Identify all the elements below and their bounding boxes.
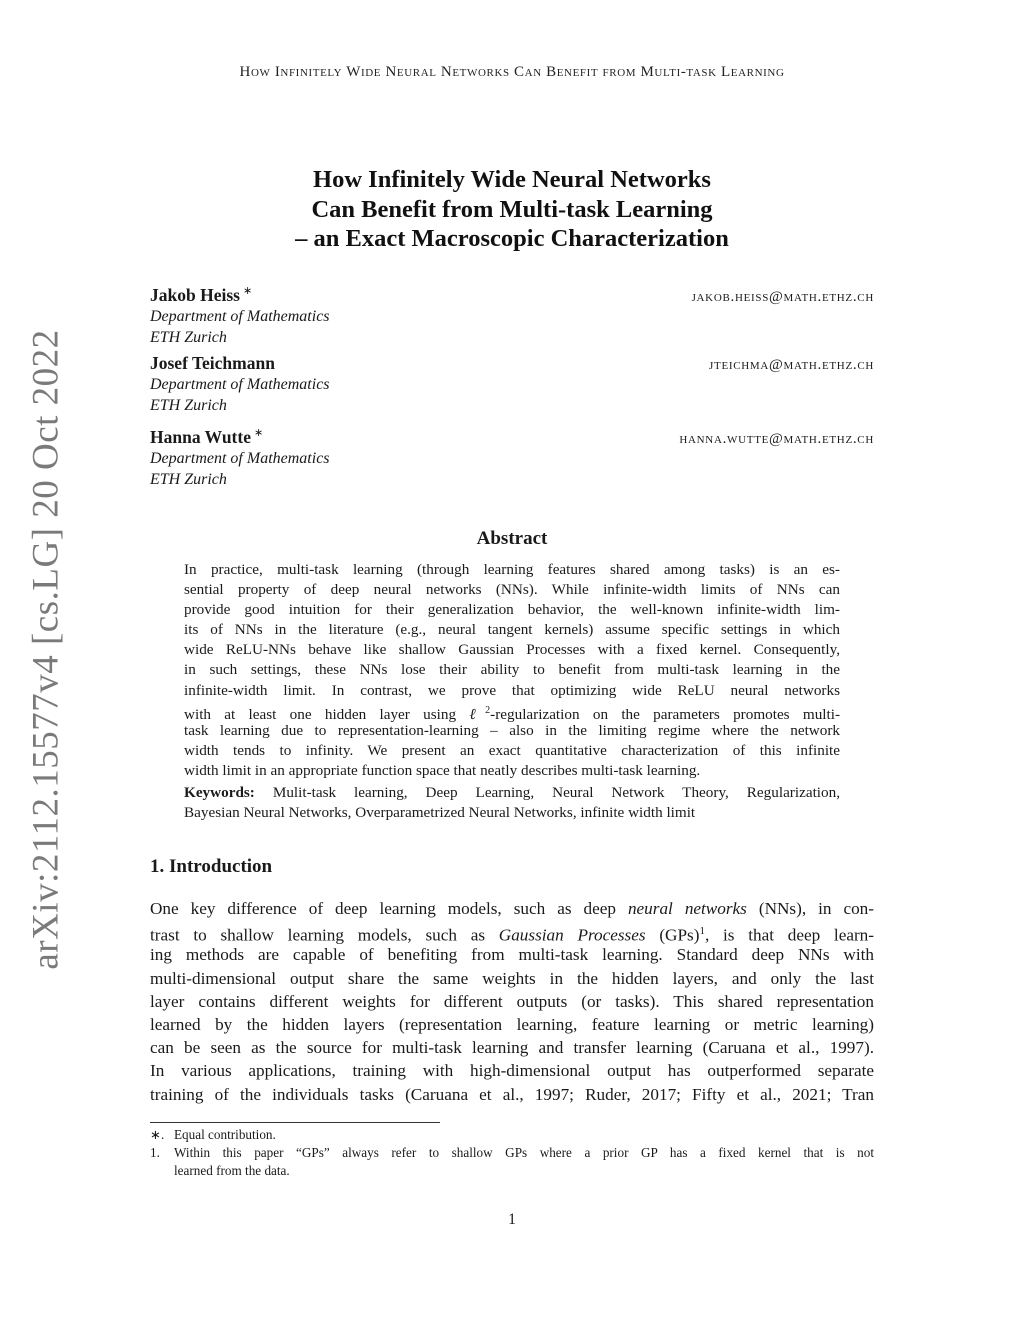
keywords xyxy=(184,783,840,823)
emphasis-gaussian-processes: Gaussian Processes xyxy=(498,925,646,945)
footnote-text: Equal contribution. xyxy=(174,1127,276,1142)
intro-line: trast to shallow learning models, such as Gaussian Processes (GPs)$^1$, is that deep learn- xyxy=(150,925,874,945)
abstract-line: In practice, multi-task learning (through learning features shared among tasks) is an es- xyxy=(184,561,840,578)
arxiv-stamp-text: arXiv:2112.15577v4 [cs.LG] 20 Oct 2022 xyxy=(25,328,67,970)
intro-line: can be seen as the source for multi-task learning and transfer learning (Caruana et al., 1997). xyxy=(150,1038,874,1058)
author-institution: ETH Zurich xyxy=(150,470,227,488)
footnote-mark: ∗. xyxy=(150,1127,165,1142)
footnote-divider xyxy=(150,1122,440,1123)
intro-line: learned by the hidden layers (representation learning, feature learning or metric learning) xyxy=(150,1014,874,1034)
author-email: hanna.wutte@math.ethz.ch xyxy=(679,430,874,447)
section-heading-introduction: 1. Introduction xyxy=(150,856,273,877)
footnote-equal-contribution xyxy=(150,1126,874,1144)
abstract-line: with at least one hidden layer using ℓ$^2$-regularization on the parameters promotes multi- xyxy=(184,704,841,723)
author-name: Josef Teichmann xyxy=(150,353,275,373)
abstract-line: infinite-width limit. In contrast, we prove that optimizing wide ReLU neural networks xyxy=(184,681,840,699)
abstract-text xyxy=(184,560,840,781)
abstract-line: sential property of deep neural networks (NNs). While infinite-width limits of NNs can xyxy=(184,581,840,599)
title-line-3: – an Exact Macroscopic Characterization xyxy=(295,225,729,252)
keywords-line: Keywords: Mulit-task learning, Deep Learning, Neural Network Theory, Regularization, xyxy=(184,784,840,801)
author-institution: ETH Zurich xyxy=(150,328,227,346)
abstract-line: task learning due to representation-learning – also in the limiting regime where the network xyxy=(184,721,840,739)
footnote-mark: 1. xyxy=(150,1145,160,1160)
abstract-line: width tends to infinity. We present an exact quantitative characterization of this infinite xyxy=(184,741,840,759)
author-department: Department of Mathematics xyxy=(150,449,330,467)
equal-contribution-mark: ∗ xyxy=(242,285,253,297)
footnotes xyxy=(150,1126,874,1180)
abstract-line: provide good intuition for their generalization behavior, the well-known infinite-width lim- xyxy=(184,601,840,619)
author-name: Hanna Wutte ∗ xyxy=(150,426,264,447)
footnote-ref-1[interactable]: 1 xyxy=(699,925,705,938)
author-block-3 xyxy=(150,426,874,490)
author-department: Department of Mathematics xyxy=(150,376,330,393)
author-department: Department of Mathematics xyxy=(150,307,330,325)
author-institution: ETH Zurich xyxy=(150,397,227,414)
arxiv-identifier-stamp xyxy=(18,328,74,970)
title-line-1: How Infinitely Wide Neural Networks xyxy=(313,166,711,193)
running-head: How Infinitely Wide Neural Networks Can Benefit from Multi-task Learning xyxy=(239,64,785,80)
introduction-text xyxy=(150,897,874,1106)
keywords-label: Keywords: xyxy=(184,784,255,801)
footnote-1 xyxy=(150,1144,874,1180)
abstract-line: width limit in an appropriate function space that neatly describes multi-task learning. xyxy=(184,761,701,779)
abstract-line: wide ReLU-NNs behave like shallow Gaussian Processes with a fixed kernel. Consequently, xyxy=(184,641,840,659)
footnote-text: Within this paper “GPs” always refer to shallow GPs where a prior GP has a fixed kernel that is not learned from the data. xyxy=(174,1145,874,1178)
intro-line: One key difference of deep learning models, such as deep neural networks (NNs), in con- xyxy=(150,899,875,918)
intro-line: training of the individuals tasks (Caruana et al., 1997; Ruder, 2017; Fifty et al., 2021; Tran xyxy=(150,1084,874,1104)
paper-title xyxy=(150,165,874,254)
abstract-heading: Abstract xyxy=(476,528,548,549)
page-number: 1 xyxy=(508,1211,516,1228)
author-email: jteichma@math.ethz.ch xyxy=(709,357,874,373)
abstract-line: in such settings, these NNs lose their ability to benefit from multi-task learning in the xyxy=(184,661,840,679)
abstract-line: its of NNs in the literature (e.g., neural tangent kernels) assume specific settings in which xyxy=(184,621,840,639)
ell-symbol: ℓ xyxy=(469,705,486,723)
superscript-2: 2 xyxy=(485,704,491,716)
emphasis-neural-networks: neural networks xyxy=(627,899,747,918)
author-name: Jakob Heiss ∗ xyxy=(150,284,253,305)
intro-line: multi-dimensional output share the same weights in the hidden layers, and only the last xyxy=(150,968,874,988)
intro-line: In various applications, training with high-dimensional output has outperformed separate xyxy=(150,1061,874,1081)
keywords-line: Bayesian Neural Networks, Overparametrized Neural Networks, infinite width limit xyxy=(184,804,696,822)
author-block-1 xyxy=(150,284,874,348)
author-block-2 xyxy=(150,353,874,416)
author-email: jakob.heiss@math.ethz.ch xyxy=(691,288,874,305)
title-line-2: Can Benefit from Multi-task Learning xyxy=(311,195,713,223)
intro-line: layer contains different weights for different outputs (or tasks). This shared representation xyxy=(150,991,874,1011)
equal-contribution-mark: ∗ xyxy=(253,427,264,439)
intro-line: ing methods are capable of benefiting from multi-task learning. Standard deep NNs with xyxy=(150,945,874,965)
